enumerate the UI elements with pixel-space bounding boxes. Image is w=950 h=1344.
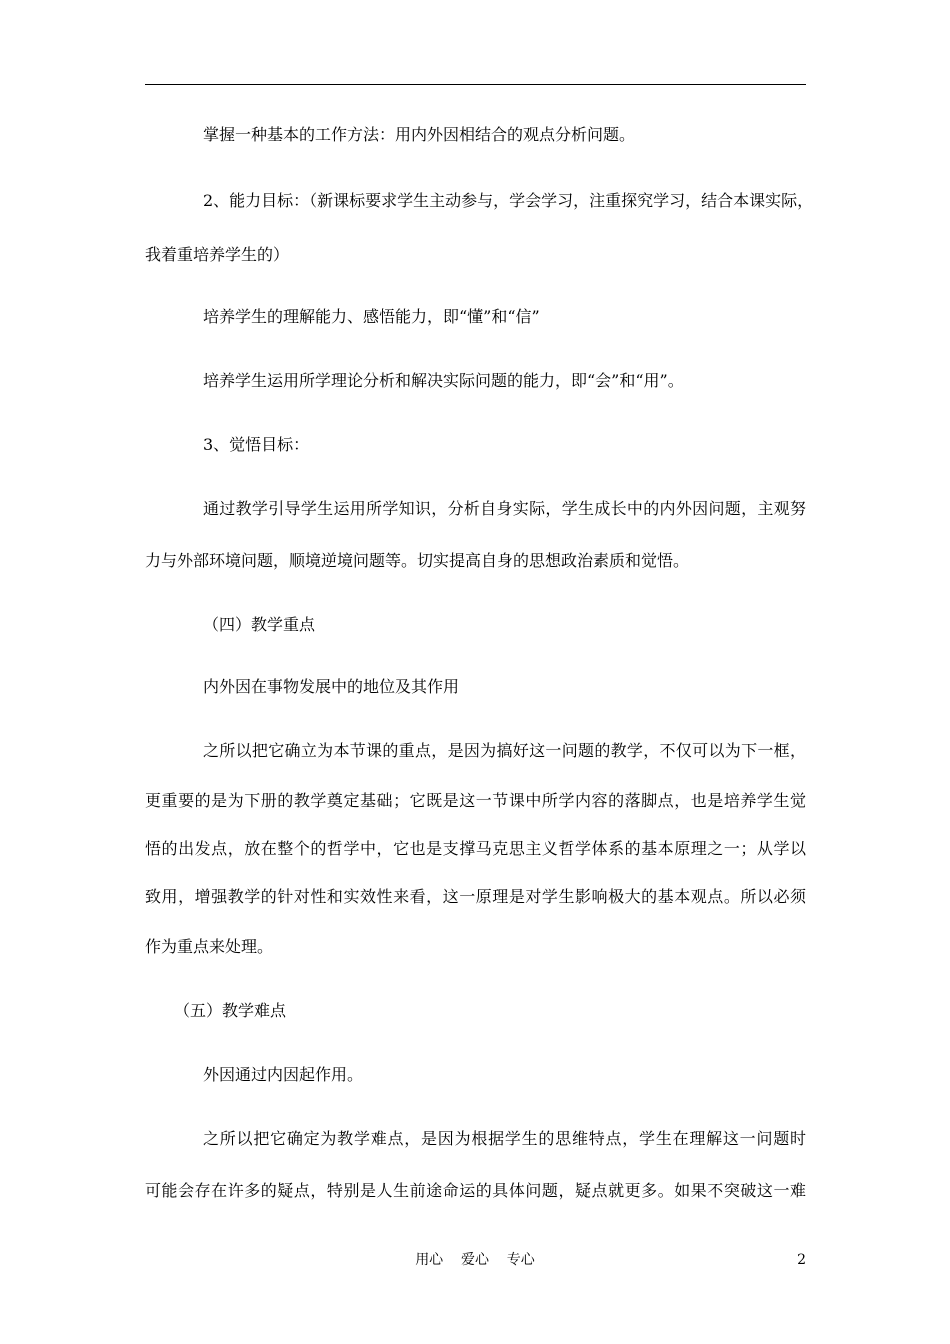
paragraph-line: 之所以把它确立为本节课的重点，是因为搞好这一问题的教学，不仅可以为下一框， (203, 741, 806, 760)
paragraph-line: 力与外部环境问题，顺境逆境问题等。切实提高自身的思想政治素质和觉悟。 (145, 551, 690, 570)
paragraph-line: 培养学生运用所学理论分析和解决实际问题的能力，即“会”和“用”。 (203, 371, 684, 390)
header-rule (145, 84, 806, 85)
paragraph-line: 可能会存在许多的疑点，特别是人生前途命运的具体问题，疑点就更多。如果不突破这一难 (145, 1181, 806, 1200)
paragraph-line: 内外因在事物发展中的地位及其作用 (203, 677, 460, 696)
section-heading: （五）教学难点 (174, 1001, 287, 1020)
footer-motto: 用心 爱心 专心 (415, 1252, 535, 1268)
paragraph-line: 悟的出发点，放在整个的哲学中，它也是支撑马克思主义哲学体系的基本原理之一；从学以 (145, 839, 806, 858)
page-number: 2 (797, 1252, 806, 1268)
paragraph-line: 更重要的是为下册的教学奠定基础；它既是这一节课中所学内容的落脚点，也是培养学生觉 (145, 791, 806, 810)
paragraph-line: 2、能力目标：（新课标要求学生主动参与，学会学习，注重探究学习，结合本课实际， (203, 191, 814, 210)
paragraph-line: 掌握一种基本的工作方法：用内外因相结合的观点分析问题。 (203, 125, 636, 144)
paragraph-line: 作为重点来处理。 (145, 937, 274, 956)
paragraph-line: 之所以把它确定为教学难点，是因为根据学生的思维特点，学生在理解这一问题时 (203, 1129, 806, 1148)
paragraph-line: 致用，增强教学的针对性和实效性来看，这一原理是对学生影响极大的基本观点。所以必须 (145, 887, 806, 906)
paragraph-line: 我着重培养学生的） (145, 245, 290, 264)
section-heading: （四）教学重点 (203, 615, 316, 634)
paragraph-line: 外因通过内因起作用。 (203, 1065, 364, 1084)
paragraph-line: 通过教学引导学生运用所学知识，分析自身实际，学生成长中的内外因问题，主观努 (203, 499, 806, 518)
section-heading: 3、觉悟目标： (203, 435, 310, 454)
paragraph-line: 培养学生的理解能力、感悟能力，即“懂”和“信” (203, 307, 540, 326)
